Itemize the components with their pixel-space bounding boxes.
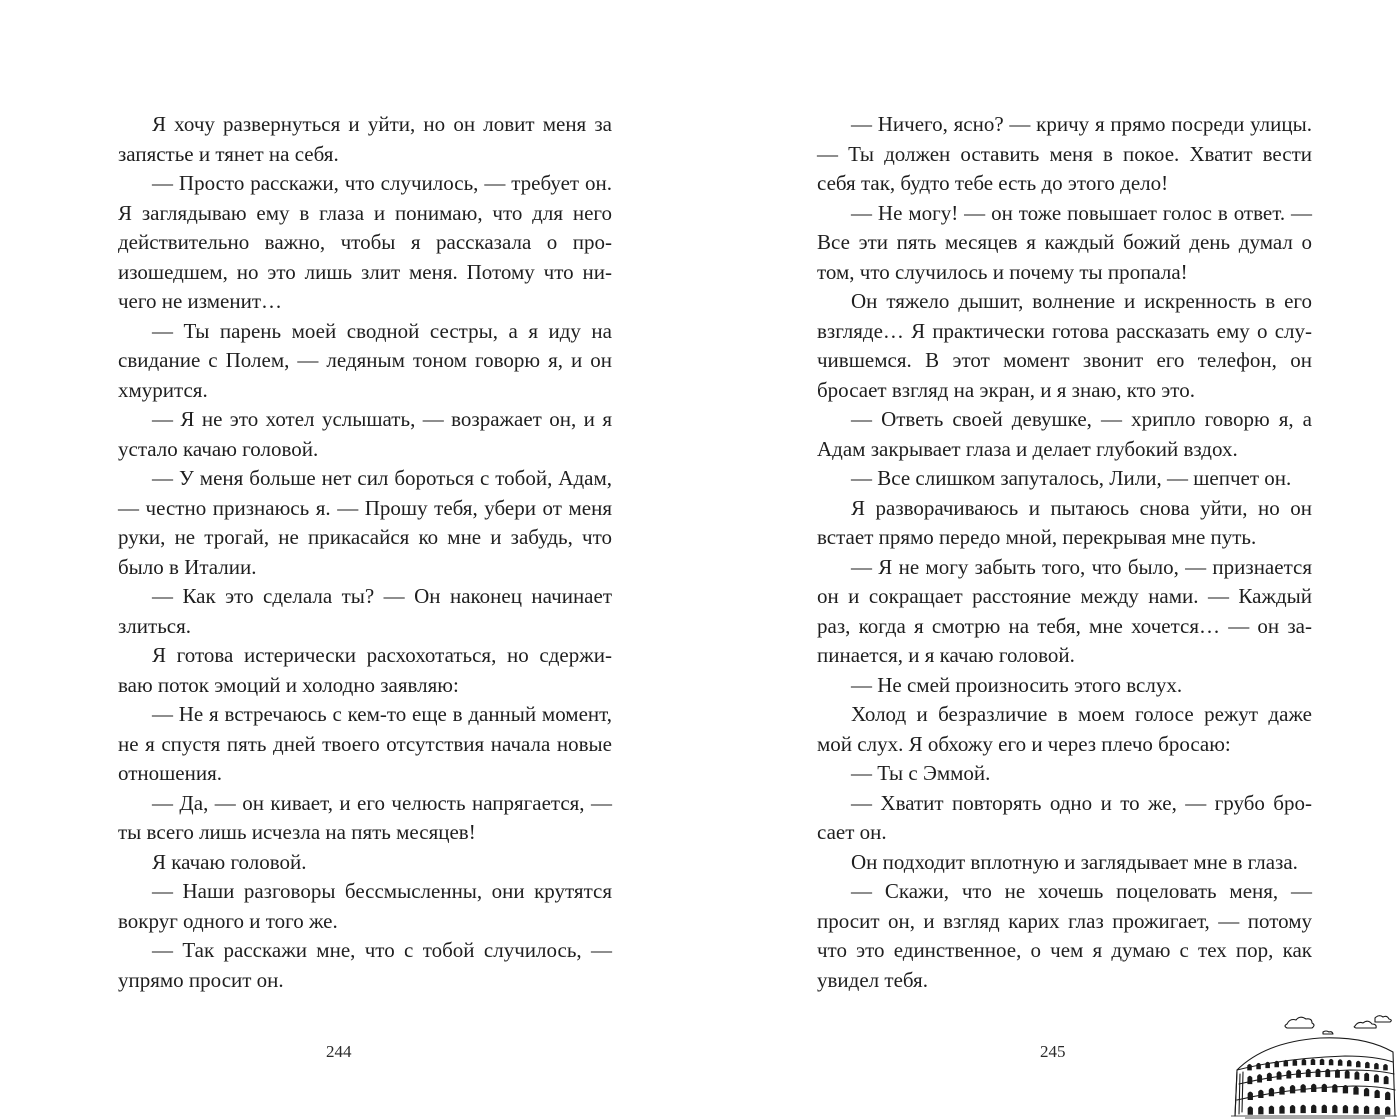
paragraph: — Так расскажи мне, что с тобой случилось, — упрямо просит он. bbox=[118, 938, 612, 992]
colosseum-arch bbox=[1375, 1106, 1380, 1114]
colosseum-arch bbox=[1311, 1059, 1316, 1065]
colosseum-arch bbox=[1279, 1105, 1284, 1113]
colosseum-arch bbox=[1364, 1106, 1369, 1114]
colosseum-arch bbox=[1322, 1105, 1327, 1113]
paragraph: — Не смей произносить этого вслух. bbox=[851, 672, 1183, 697]
colosseum-arch bbox=[1374, 1063, 1379, 1069]
colosseum-arch bbox=[1286, 1070, 1291, 1078]
colosseum-arch bbox=[1247, 1064, 1252, 1070]
colosseum-arch bbox=[1256, 1063, 1261, 1069]
colosseum-arch bbox=[1364, 1088, 1369, 1096]
colosseum-arch bbox=[1356, 1061, 1361, 1067]
left-page-text bbox=[118, 110, 612, 995]
colosseum-arch bbox=[1345, 1070, 1350, 1078]
colosseum-arch bbox=[1267, 1073, 1272, 1081]
colosseum-arch bbox=[1384, 1076, 1389, 1084]
paragraph: Я разворачиваюсь и пытаюсь снова уйти, но он встает прямо передо мной, перекрывая мне путь. bbox=[817, 495, 1312, 549]
colosseum-arch bbox=[1258, 1090, 1263, 1098]
colosseum-arch bbox=[1248, 1092, 1253, 1100]
colosseum-arch bbox=[1296, 1069, 1301, 1077]
colosseum-arch bbox=[1338, 1059, 1343, 1065]
page-number-left: 244 bbox=[326, 1042, 352, 1061]
colosseum-arch bbox=[1335, 1069, 1340, 1077]
right-page-text bbox=[817, 110, 1312, 995]
colosseum-arch bbox=[1329, 1059, 1334, 1065]
colosseum-arch bbox=[1355, 1071, 1360, 1079]
page-number-right: 245 bbox=[1040, 1042, 1066, 1061]
colosseum-arch bbox=[1290, 1085, 1295, 1093]
colosseum-arch bbox=[1322, 1084, 1327, 1092]
paragraph: — Скажи, что не хочешь поцеловать меня, — просит он, и взгляд карих глаз прожигает, — потому что это единственное, о чем я думаю с тех пор, как увидел тебя. bbox=[817, 879, 1312, 992]
paragraph: — Да, — он кивает, и его челюсть напрягается, — ты всего лишь исчезла на пять месяцев! bbox=[118, 790, 612, 844]
colosseum-arch bbox=[1311, 1084, 1316, 1092]
colosseum-arch bbox=[1279, 1086, 1284, 1094]
colosseum-arch bbox=[1343, 1085, 1348, 1093]
colosseum-arch bbox=[1385, 1106, 1390, 1114]
paragraph: — Не я встречаюсь с кем-то еще в данный момент, не я спустя пять дней твоего отсутствия начала новые отношения. bbox=[118, 702, 612, 785]
colosseum-arch bbox=[1269, 1106, 1274, 1114]
paragraph: Он подходит вплотную и заглядывает мне в глаза. bbox=[851, 849, 1298, 874]
paragraph: — Наши разговоры бессмысленны, они крутятся вокруг одного и того же. bbox=[118, 879, 612, 933]
colosseum-arch bbox=[1332, 1105, 1337, 1113]
right-page bbox=[700, 0, 1400, 1119]
colosseum-arch bbox=[1316, 1069, 1321, 1077]
paragraph: — Ты с Эммой. bbox=[851, 761, 991, 785]
colosseum-arch bbox=[1269, 1088, 1274, 1096]
paragraph: — Ты парень моей сводной сестры, а я иду на свидание с Полем, — ледяным тоном говорю я, и он хмурится. bbox=[118, 318, 612, 402]
paragraph: Я качаю головой. bbox=[152, 849, 307, 874]
paragraph: Он тяжело дышит, волнение и искренность в его взгляде… Я практически готова рассказать ему о случившемся. В этот момент звонит его телефон, он бросает взгляд на экран, и я знаю, кто это. bbox=[817, 289, 1312, 402]
colosseum-arch bbox=[1274, 1061, 1279, 1067]
colosseum-arch bbox=[1347, 1060, 1352, 1066]
paragraph: — Как это сделала ты? — Он наконец начинает злиться. bbox=[118, 584, 612, 638]
colosseum-arch bbox=[1302, 1059, 1307, 1065]
colosseum-arch bbox=[1290, 1105, 1295, 1113]
colosseum-arch bbox=[1301, 1105, 1306, 1113]
colosseum-arch bbox=[1343, 1105, 1348, 1113]
paragraph: — Ничего, ясно? — кричу я прямо посреди улицы. — Ты должен оставить меня в покое. Хватит вести себя так, будто тебе есть до этого дело! bbox=[817, 112, 1312, 195]
colosseum-arch bbox=[1374, 1074, 1379, 1082]
colosseum-arch bbox=[1258, 1106, 1263, 1114]
colosseum-arch bbox=[1385, 1092, 1390, 1100]
colosseum-arch bbox=[1353, 1086, 1358, 1094]
colosseum-arch bbox=[1365, 1062, 1370, 1068]
paragraph: — Я не могу забыть того, что было, — признается он и сокращает расстояние между нами. — Каждый раз, когда я смотрю на тебя, мне хочется… — он запинается, и я качаю головой. bbox=[817, 554, 1312, 667]
colosseum-arch bbox=[1332, 1084, 1337, 1092]
colosseum-sketch-icon bbox=[1225, 1008, 1400, 1119]
colosseum-arch bbox=[1320, 1059, 1325, 1065]
colosseum-arch bbox=[1325, 1069, 1330, 1077]
paragraph: Я готова истерически расхохотаться, но сдерживаю поток эмоций и холодно заявляю: bbox=[118, 643, 612, 697]
colosseum-arch bbox=[1284, 1060, 1289, 1066]
colosseum-arch bbox=[1277, 1071, 1282, 1079]
colosseum-arch bbox=[1364, 1073, 1369, 1081]
colosseum-arch bbox=[1248, 1106, 1253, 1114]
paragraph: — Все слишком запуталось, Лили, — шепчет он. bbox=[851, 466, 1292, 490]
colosseum-arch bbox=[1247, 1076, 1252, 1084]
paragraph: — У меня больше нет сил бороться с тобой, Адам, — честно признаюсь я. — Прошу тебя, убери от меня руки, не трогай, не прикасайся ко мне и забудь, что было в Италии. bbox=[118, 466, 612, 579]
paragraph: Холод и безразличие в моем голосе режут даже мой слух. Я обхожу его и через плечо бросаю: bbox=[817, 702, 1312, 756]
colosseum-arch bbox=[1293, 1059, 1298, 1065]
paragraph: Я хочу развернуться и уйти, но он ловит меня за запястье и тянет на себя. bbox=[118, 112, 612, 166]
colosseum-arch bbox=[1265, 1062, 1270, 1068]
paragraph: — Ответь своей девушке, — хрипло говорю я, а Адам закрывает глаза и делает глубокий вздох. bbox=[817, 407, 1312, 461]
colosseum-arch bbox=[1306, 1069, 1311, 1077]
paragraph: — Просто расскажи, что случилось, — требует он. Я заглядываю ему в глаза и понимаю, что для него действительно важно, чтобы я рассказала о произошедшем, но это лишь злит меня. Потому что ничего не изменит… bbox=[118, 171, 612, 313]
colosseum-arch bbox=[1353, 1105, 1358, 1113]
paragraph: — Хватит повторять одно и то же, — грубо бросает он. bbox=[817, 790, 1312, 844]
colosseum-arch bbox=[1257, 1074, 1262, 1082]
colosseum-arch bbox=[1311, 1105, 1316, 1113]
colosseum-arch bbox=[1383, 1064, 1388, 1070]
paragraph: — Не могу! — он тоже повышает голос в ответ. — Все эти пять месяцев я каждый божий день думал о том, что случилось и почему ты пропала! bbox=[817, 200, 1312, 284]
colosseum-arch bbox=[1375, 1090, 1380, 1098]
colosseum-arch bbox=[1301, 1084, 1306, 1092]
paragraph: — Я не это хотел услышать, — возражает он, и я устало качаю головой. bbox=[118, 407, 612, 461]
